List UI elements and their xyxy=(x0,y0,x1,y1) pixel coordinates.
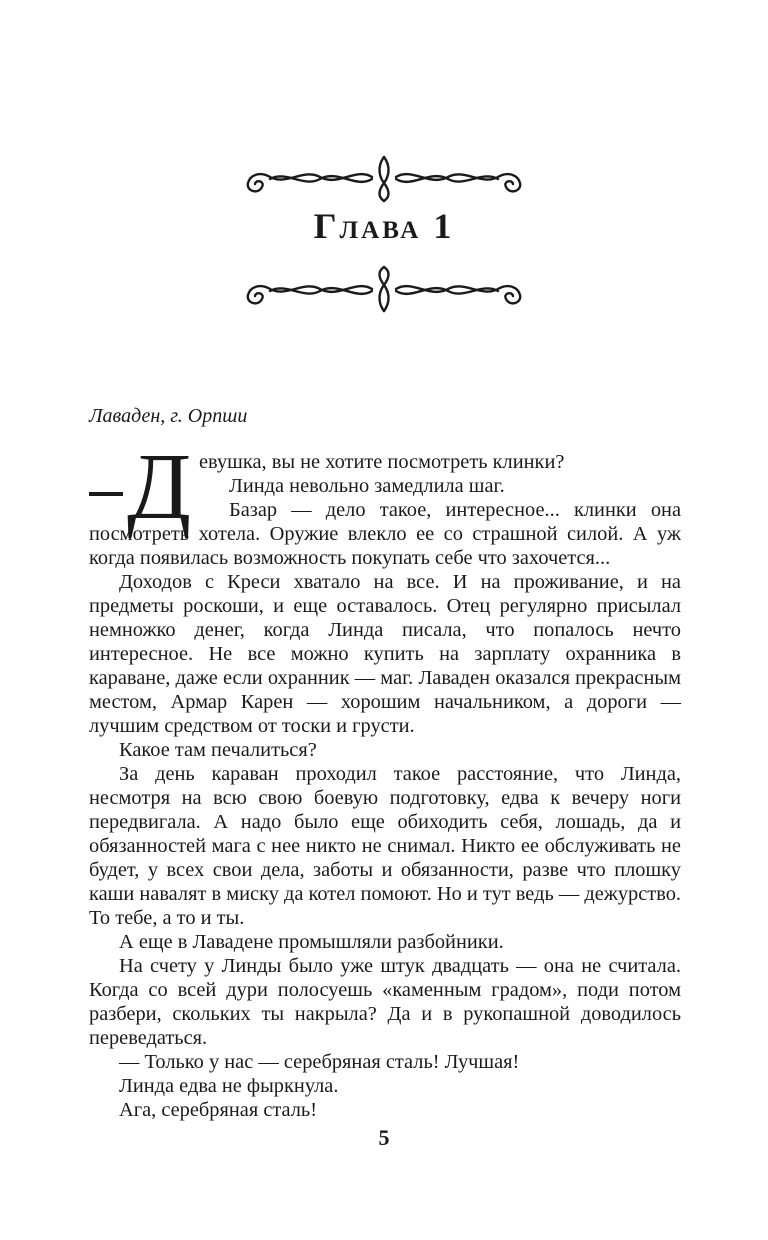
page-number: 5 xyxy=(378,1125,390,1150)
chapter-body xyxy=(89,435,681,1122)
paragraph: Ага, серебряная сталь! xyxy=(119,1099,318,1121)
paragraph: евушка, вы не хотите посмотреть клинки? xyxy=(199,451,565,473)
bottom-ornament xyxy=(240,265,528,315)
drop-cap-dash xyxy=(89,492,123,496)
flourish-ornament-icon xyxy=(240,153,528,203)
paragraph: Линда едва не фыркнула. xyxy=(119,1075,339,1097)
drop-cap-letter: Д xyxy=(127,435,192,539)
paragraph: Базар — дело такое, интересное... клинки она посмотреть хотела. Оружие влекло ее со страшной силой. А уж когда появилась возможность покупать себе что захочется... xyxy=(89,499,681,569)
paragraph: — Только у нас — серебряная сталь! Лучшая! xyxy=(119,1051,520,1073)
paragraph: На счету у Линды было уже штук двадцать — она не считала. Когда со всей дури полосуешь «каменным градом», поди потом разбери, скольких ты накрыла? Да и в рукопашной доводилось переведаться. xyxy=(89,955,681,1049)
top-ornament xyxy=(240,153,528,203)
paragraph: За день караван проходил такое расстояние, что Линда, несмотря на всю свою боевую подготовку, едва к вечеру ноги передвигала. А надо было еще обиходить себя, лошадь, да и обязанностей мага с нее никто не снимал. Никто ее обслуживать не будет, у всех свои дела, заботы и обязанности, разве что плошку каши навалят в миску да котел помоют. Но и тут ведь — дежурство. То тебе, а то и ты. xyxy=(89,763,681,929)
chapter-title: Глава 1 xyxy=(313,206,455,246)
paragraph: Доходов с Креси хватало на все. И на проживание, и на предметы роскоши, и еще оставалось. Отец регулярно присылал немножко денег, когда Линда писала, что попалось нечто интересное. Не все можно купить на зарплату охранника в караване, даже если охранник — маг. Лаваден оказался прекрасным местом, Армар Карен — хорошим начальником, а дороги — лучшим средством от тоски и грусти. xyxy=(89,571,681,737)
flourish-ornament-icon xyxy=(240,265,528,315)
paragraph: Линда невольно замедлила шаг. xyxy=(229,475,505,497)
location-line: Лаваден, г. Орпши xyxy=(89,405,248,427)
drop-cap xyxy=(89,435,192,539)
paragraph: Какое там печалиться? xyxy=(119,739,317,761)
paragraph: А еще в Лавадене промышляли разбойники. xyxy=(119,931,504,953)
